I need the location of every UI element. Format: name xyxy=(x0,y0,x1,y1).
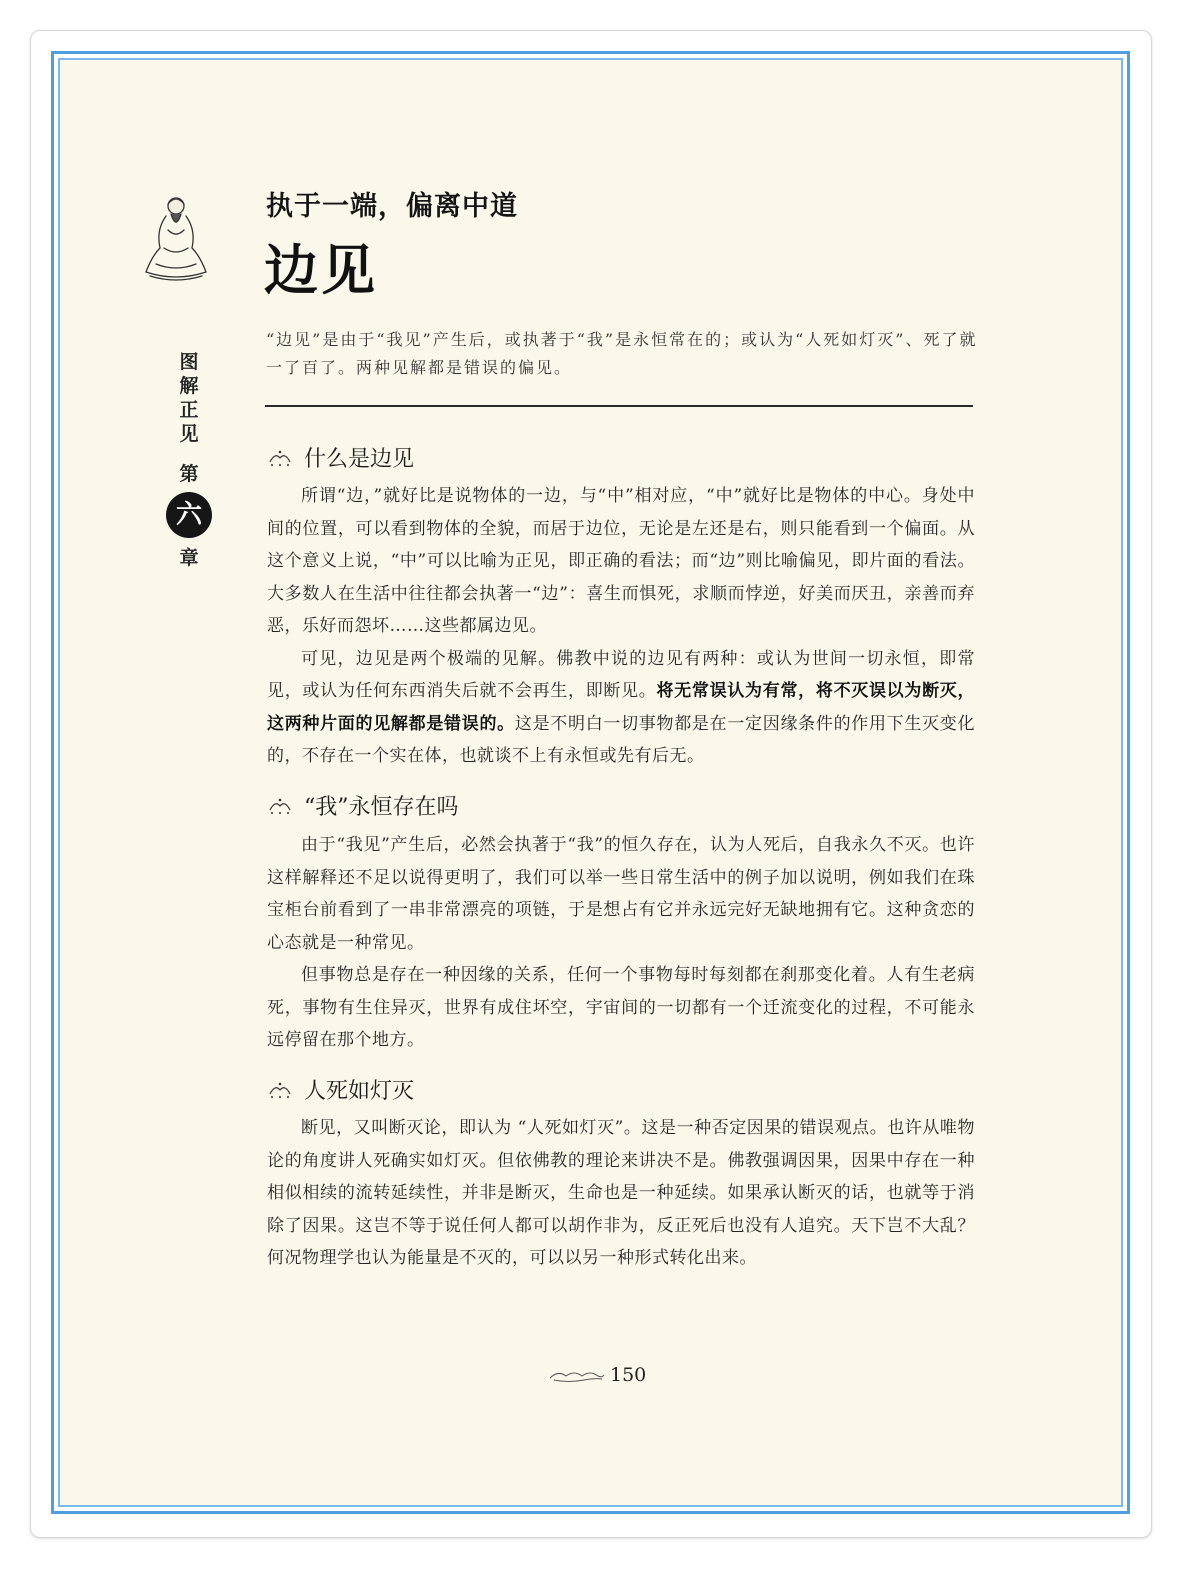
body-paragraph: 断见，又叫断灭论，即认为 “人死如灯灭”。这是一种否定因果的错误观点。也许从唯物论的角度讲人死确实如灯灭。但依佛教的理论来讲决不是。佛教强调因果，因果中存在一种相似相续的流转延续性，并非是断灭，生命也是一种延续。如果承认断灭的话，也就等于消除了因果。这岂不等于说任何人都可以胡作非为，反正死后也没有人追究。天下岂不大乱？何况物理学也认为能量是不灭的，可以以另一种形式转化出来。 xyxy=(267,1118,975,1268)
section-heading xyxy=(266,1074,414,1105)
page-subtitle: 执于一端，偏离中道 xyxy=(266,191,518,222)
page-footer xyxy=(548,1364,646,1386)
chapter-number-badge: 六 xyxy=(166,492,212,538)
book-title-char: 图 xyxy=(179,351,199,373)
chapter-suffix: 章 xyxy=(179,547,199,569)
page-title: 边见 xyxy=(264,239,378,302)
body-paragraph: 但事物总是存在一种因缘的关系，任何一个事物每时每刻都在刹那变化着。人有生老病死，事物有生住异灭，世界有成住坏空，宇宙间的一切都有一个迁流变化的过程，不可能永远停留在那个地方。 xyxy=(267,965,975,1050)
section-body xyxy=(267,1112,975,1275)
section-body xyxy=(267,829,975,1057)
section-heading-text: “我”永恒存在吗 xyxy=(304,795,459,820)
page-number: 150 xyxy=(610,1364,647,1386)
book-title-char: 解 xyxy=(179,375,199,397)
book-title-vertical xyxy=(179,350,198,446)
chapter-sidebar xyxy=(168,350,210,570)
section-body xyxy=(267,480,975,773)
ornament-icon xyxy=(266,796,294,816)
lead-summary: “边见”是由于“我见”产生后，或执著于“我”是永恒常在的；或认为“人死如灯灭”、死了就一了百了。两种见解都是错误的偏见。 xyxy=(266,330,978,377)
body-paragraph: 可见，边见是两个极端的见解。佛教中说的边见有两种：或认为世间一切永恒，即常见，或认为任何东西消失后就不会再生，即断见。将无常误认为有常，将不灭误以为断灭，这两种片面的见解都是错误的。这是不明白一切事物都是在一定因缘条件的作用下生灭变化的，不存在一个实在体，也就谈不上有永恒或先有后无。 xyxy=(267,648,976,766)
seated-monk-illustration xyxy=(138,190,214,286)
section-heading xyxy=(266,442,414,473)
ornament-icon xyxy=(266,1080,294,1100)
divider-rule xyxy=(265,405,973,407)
section-heading-text: 什么是边见 xyxy=(304,447,415,472)
book-title-char: 正 xyxy=(179,399,199,421)
cloud-ornament-icon xyxy=(548,1366,606,1384)
section-heading-text: 人死如灯灭 xyxy=(304,1079,415,1104)
body-paragraph: 所谓“边，”就好比是说物体的一边，与“中”相对应，“中”就好比是物体的中心。身处中间的位置，可以看到物体的全貌，而居于边位，无论是左还是右，则只能看到一个偏面。从这个意义上说，“中”可以比喻为正见，即正确的看法；而“边”则比喻偏见，即片面的看法。大多数人在生活中往往都会执著一“边”：喜生而惧死，求顺而悖逆，好美而厌丑，亲善而弃恶，乐好而怨坏……这些都属边见。 xyxy=(267,486,975,636)
section-heading xyxy=(266,790,459,821)
chapter-prefix: 第 xyxy=(179,463,199,485)
book-title-char: 见 xyxy=(179,423,199,445)
body-paragraph: 由于“我见”产生后，必然会执著于“我”的恒久存在，认为人死后，自我永久不灭。也许这样解释还不足以说得更明了，我们可以举一些日常生活中的例子加以说明，例如我们在珠宝柜台前看到了一串非常漂亮的项链，于是想占有它并永远完好无缺地拥有它。这种贪恋的心态就是一种常见。 xyxy=(267,835,975,953)
emphasis-text: 将无常误认为有常，将不灭误以为断灭，这两种片面的见解都是错误的。 xyxy=(267,681,976,734)
ornament-icon xyxy=(266,448,294,468)
